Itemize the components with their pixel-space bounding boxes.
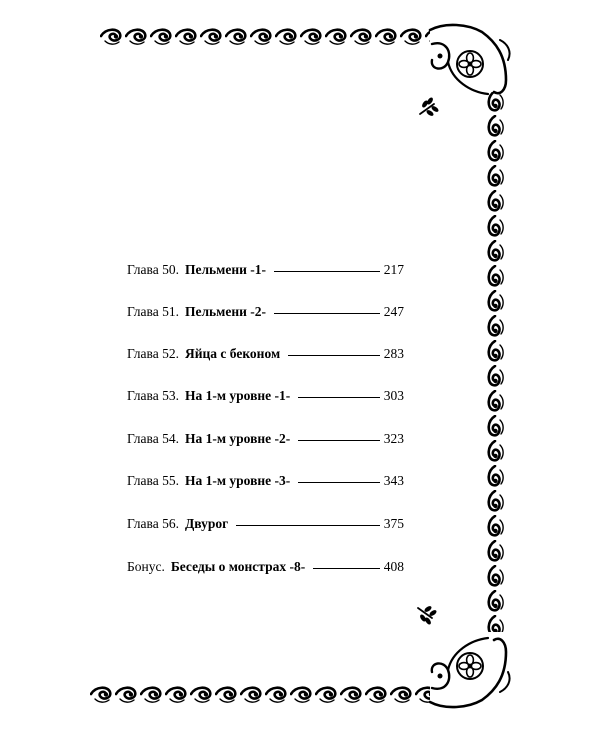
leader-line: [236, 525, 380, 526]
toc-entry-3: [127, 342, 404, 366]
toc-entry-2: [127, 300, 404, 324]
entry-page-number: 408: [383, 559, 404, 574]
leader-line: [313, 568, 380, 569]
entry-page-number: 283: [383, 346, 404, 361]
entry-title: Пельмени -2-: [184, 304, 267, 319]
entry-page-number: 303: [383, 388, 404, 403]
entry-page-number: 217: [383, 262, 404, 277]
entry-title: Яйца с беконом: [184, 346, 281, 361]
entry-page-number: 247: [383, 304, 404, 319]
entry-page-number: 323: [383, 431, 404, 446]
leader-line: [298, 397, 379, 398]
entry-page-number: 343: [383, 473, 404, 488]
toc-entry-1: [127, 258, 404, 282]
entry-title: На 1-м уровне -2-: [184, 431, 291, 446]
entry-title: Пельмени -1-: [184, 262, 267, 277]
entry-label: Глава 51.: [127, 304, 179, 319]
entry-label: Глава 52.: [127, 346, 179, 361]
entry-label: Глава 55.: [127, 473, 179, 488]
leader-line: [298, 482, 379, 483]
leader-line: [298, 440, 379, 441]
leader-line: [274, 271, 380, 272]
entry-title: На 1-м уровне -3-: [184, 473, 291, 488]
entry-label: Глава 54.: [127, 431, 179, 446]
toc-entry-4: [127, 384, 404, 408]
entry-label: Глава 50.: [127, 262, 179, 277]
leader-line: [274, 313, 380, 314]
entry-label: Глава 53.: [127, 388, 179, 403]
entry-title: На 1-м уровне -1-: [184, 388, 291, 403]
toc-entry-6: [127, 469, 404, 493]
toc-entry-7: [127, 512, 404, 536]
toc-entry-8: [127, 555, 404, 579]
entry-page-number: 375: [383, 516, 404, 531]
leader-line: [288, 355, 380, 356]
entry-label: Глава 56.: [127, 516, 179, 531]
entry-title: Двурог: [184, 516, 229, 531]
entry-label: Бонус.: [127, 559, 165, 574]
entry-title: Беседы о монстрах -8-: [170, 559, 306, 574]
toc-entry-5: [127, 427, 404, 451]
